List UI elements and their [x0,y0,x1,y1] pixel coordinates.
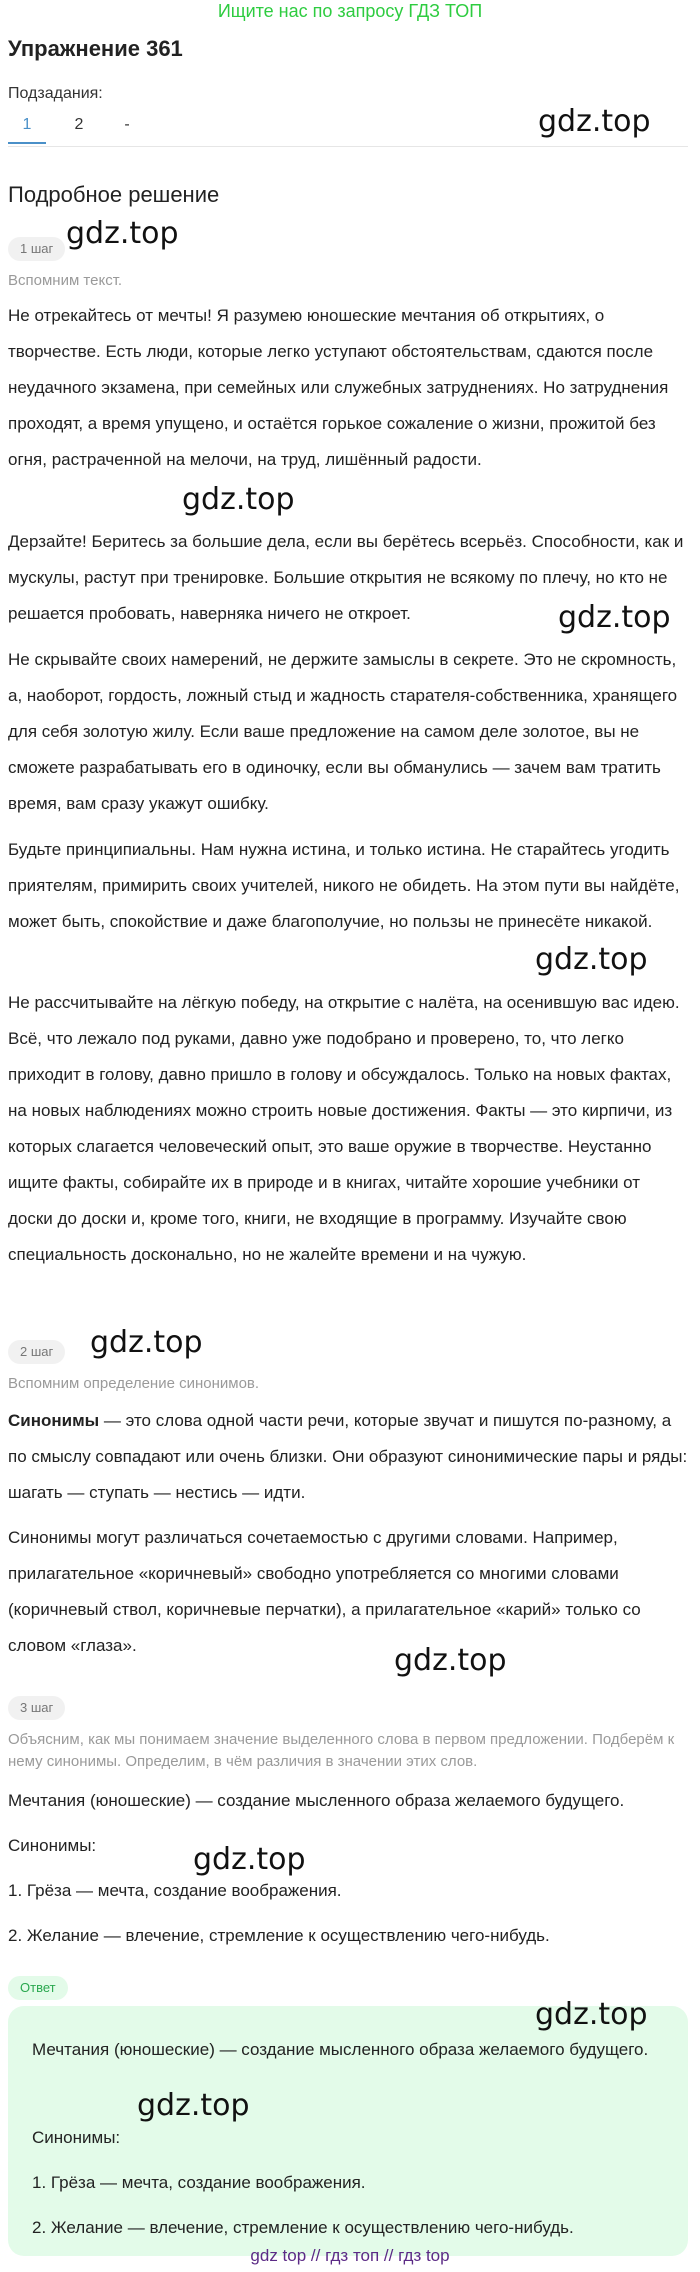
tab-3[interactable]: - [124,116,130,133]
tab-2[interactable]: 2 [74,116,84,133]
watermark: gdz.top [538,104,651,139]
answer-paragraph-1: Мечтания (юношеские) — создание мысленного образа желаемого будущего. [32,2040,649,2059]
step-1-paragraph-3: Не скрывайте своих намерений, не держите замыслы в секрете. Это не скромность, а, наоборот, гордость, ложный стыд и жадность старателя-собственника, хранящего для себя золотую жилу. Если ваше предложение на самом деле золотое, вы не сможете разрабатывать его в одиночку, если вы обманулись — зачем вам тратить время, вам сразу укажут ошибку. [8,650,678,813]
synonyms-term: Синонимы [8,1411,100,1430]
watermark: gdz.top [193,1842,306,1877]
step-2-badge: 2 шаг [8,1340,65,1364]
search-banner: Ищите нас по запросу ГДЗ ТОП [217,1,483,21]
step-3-paragraph-4: 2. Желание — влечение, стремление к осуществлению чего-нибудь. [8,1926,550,1945]
watermark: gdz.top [535,1997,648,2032]
section-title: Подробное решение [8,182,220,207]
footer-links: gdz top // гдз топ // гдз top [250,2246,450,2265]
step-1-note: Вспомним текст. [8,272,123,289]
watermark: gdz.top [182,482,295,517]
answer-box [8,2006,688,2256]
step-3-paragraph-3: 1. Грёза — мечта, создание воображения. [8,1881,342,1900]
step-1-paragraph-2: Дерзайте! Беритесь за большие дела, если вы берётесь всерьёз. Способности, как и мускулы, растут при тренировке. Большие открытия не всякому по плечу, но кто не решается пробовать, наверняка ничего не откроет. [8,532,684,623]
tab-1[interactable]: 1 [8,116,46,144]
synonyms-definition: — это слова одной части речи, которые звучат и пишутся по-разному, а по смыслу совпадают или очень близки. Они образуют синонимические пары и ряды: шагать — ступать — нестись — идти. [8,1411,688,1502]
answer-paragraph-3: 1. Грёза — мечта, создание воображения. [32,2173,366,2192]
step-3-paragraph-1: Мечтания (юношеские) — создание мысленного образа желаемого будущего. [8,1791,625,1810]
step-2-paragraph-1 [8,1403,688,1511]
watermark: gdz.top [535,942,648,977]
step-1-paragraph-4: Будьте принципиальны. Нам нужна истина, и только истина. Не старайтесь угодить приятелям, примирить своих учителей, никого не обидеть. На этом пути вы найдёте, может быть, спокойствие и даже благополучие, но пользы не принесёте никакой. [8,840,680,931]
step-1-badge: 1 шаг [8,237,65,261]
watermark: gdz.top [66,216,179,251]
page-title: Упражнение 361 [8,36,183,61]
subtasks-label: Подзадания: [8,85,103,102]
step-3-badge: 3 шаг [8,1696,65,1720]
answer-paragraph-4: 2. Желание — влечение, стремление к осуществлению чего-нибудь. [32,2218,574,2237]
step-3-note: Объясним, как мы понимаем значение выделенного слова в первом предложении. Подберём к нему синонимы. Определим, в чём различия в значении этих слов. [8,1731,675,1770]
step-1-paragraph-1: Не отрекайтесь от мечты! Я разумею юношеские мечтания об открытиях, о творчестве. Есть люди, которые легко уступают обстоятельствам, сдаются после неудачного экзамена, при семейных или служебных затруднениях. Но затруднения проходят, а время упущено, и остаётся горькое сожаление о жизни, прожитой без огня, растраченной на мелочи, на труд, лишённый радости. [8,306,669,469]
watermark: gdz.top [558,600,671,635]
answer-badge: Ответ [8,1976,68,2000]
step-3-paragraph-2: Синонимы: [8,1836,97,1855]
step-2-paragraph-2: Синонимы могут различаться сочетаемостью с другими словами. Например, прилагательное «коричневый» свободно употребляется со многими словами (коричневый ствол, коричневые перчатки), а прилагательное «карий» только со словом «глаза». [8,1528,641,1655]
watermark: gdz.top [137,2088,250,2123]
step-1-paragraph-5: Не рассчитывайте на лёгкую победу, на открытие с налёта, на осенившую вас идею. Всё, что лежало под руками, давно уже подобрано и проверено, то, что легко приходит в голову, давно пришло в голову и обсуждалось. Только на новых фактах, на новых наблюдениях можно строить новые достижения. Факты — это кирпичи, из которых слагается человеческий опыт, это ваше оружие в творчестве. Неустанно ищите факты, собирайте их в природе и в книгах, читайте хорошие учебники от доски до доски и, кроме того, книги, не входящие в программу. Изучайте свою специальность досконально, но не жалейте времени и на чужую. [8,993,680,1264]
watermark: gdz.top [394,1643,507,1678]
answer-paragraph-2: Синонимы: [32,2128,121,2147]
watermark: gdz.top [90,1325,203,1360]
step-2-note: Вспомним определение синонимов. [8,1375,260,1392]
